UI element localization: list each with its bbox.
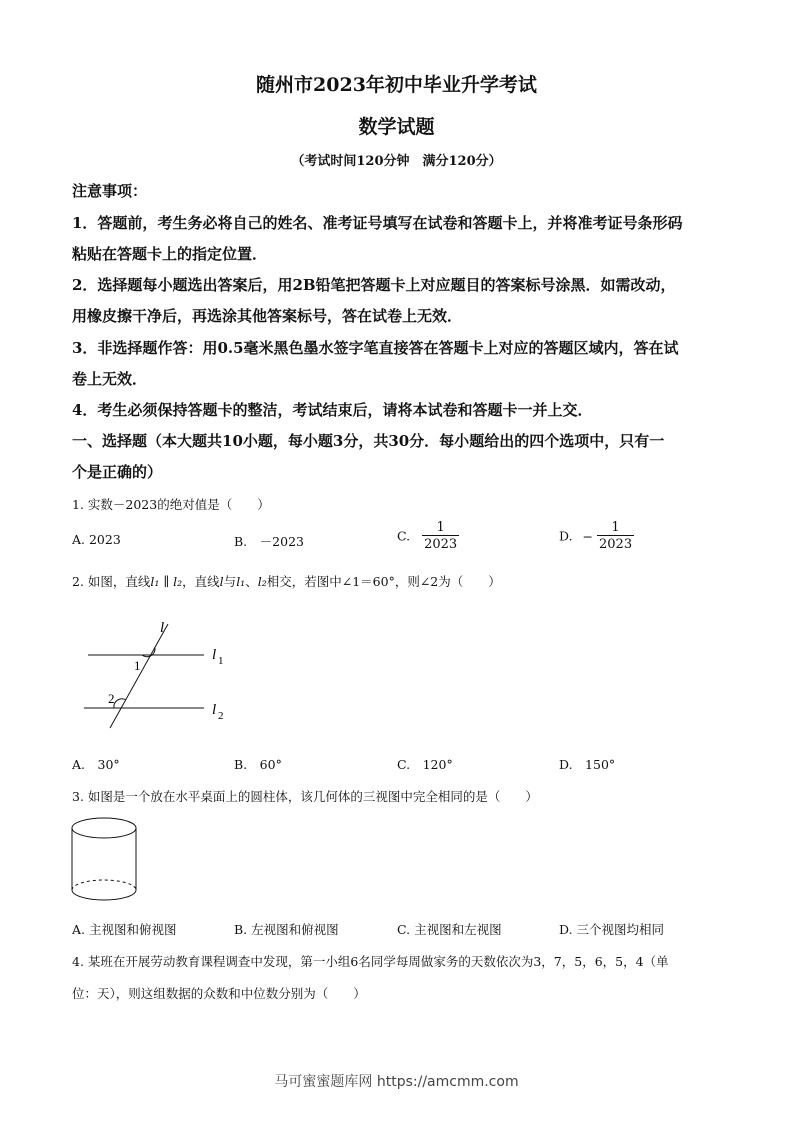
q2-option-d: D. 150°	[559, 757, 616, 772]
note-line: 3．非选择题作答：用0.5毫米黑色墨水签字笔直接答在答题卡上对应的答题区域内，答在试	[72, 339, 679, 357]
note-line: 用橡皮擦干净后，再选涂其他答案标号，答在试卷上无效．	[72, 307, 463, 325]
q1-option-d-label: D.	[559, 528, 573, 544]
q2-stem-part: 、	[245, 574, 258, 589]
q2-option-c: C. 120°	[397, 757, 453, 772]
q3-option-a: A. 主视图和俯视图	[72, 922, 177, 937]
notes-heading: 注意事项：	[72, 182, 148, 200]
q2-line-l: l	[219, 574, 224, 589]
q2-stem-part: 与	[223, 574, 237, 589]
q2-line-l1: l₁	[236, 574, 246, 589]
exam-title: 随州市2023年初中毕业升学考试	[256, 74, 537, 96]
footer-watermark: 马可蜜蜜题库网 https://amcmm.com	[274, 1074, 519, 1090]
label-l: l	[160, 620, 165, 636]
q1-option-a: A. 2023	[72, 532, 121, 547]
q4-stem-cont: 位：天），则这组数据的众数和中位数分别为（ ）	[72, 986, 366, 1001]
q2-parallel-expr: l₁ ∥ l₂	[150, 574, 183, 589]
q1-option-c-label: C.	[397, 528, 411, 544]
fraction-denominator: 2023	[424, 537, 458, 552]
exam-subject: 数学试题	[358, 116, 435, 138]
fraction-numerator: 1	[436, 520, 445, 535]
label-l1: l	[212, 647, 217, 663]
label-l2-sub: 2	[218, 710, 224, 722]
cylinder-top	[72, 818, 136, 838]
q2-stem	[72, 572, 501, 590]
q3-stem: 3. 如图是一个放在水平桌面上的圆柱体，该几何体的三视图中完全相同的是（ ）	[72, 789, 538, 804]
note-line: 2．选择题每小题选出答案后，用2B铅笔把答题卡上对应题目的答案标号涂黑．如需改动，	[72, 276, 676, 294]
q3-option-b: B. 左视图和俯视图	[234, 922, 339, 937]
q1-option-b: B. －2023	[234, 534, 304, 549]
q1-option-d-fraction	[597, 520, 634, 552]
q2-option-b: B. 60°	[234, 757, 282, 772]
cylinder-figure	[68, 812, 148, 904]
cylinder-bottom-back	[72, 880, 136, 890]
q2-option-a: A. 30°	[72, 757, 120, 772]
cylinder-bottom-front	[72, 890, 136, 900]
q1-option-d-sign: −	[582, 528, 594, 544]
fraction-denominator: 2023	[599, 537, 633, 552]
angle1-label: 1	[134, 658, 141, 673]
q3-option-c: C. 主视图和左视图	[397, 922, 502, 937]
note-line: 4．考生必须保持答题卡的整洁，考试结束后，请将本试卷和答题卡一并上交．	[72, 401, 593, 419]
q2-figure	[70, 612, 250, 732]
note-line: 粘贴在答题卡上的指定位置．	[72, 245, 268, 263]
q4-stem: 4. 某班在开展劳动教育课程调查中发现，第一小组6名同学每周做家务的天数依次为3，7，5，6，5，4（单	[72, 954, 669, 969]
q2-line-l2: l₂	[257, 574, 267, 589]
q3-option-d: D. 三个视图均相同	[559, 922, 665, 937]
fraction-numerator: 1	[611, 520, 620, 535]
note-line: 1．答题前，考生务必将自己的姓名、准考证号填写在试卷和答题卡上，并将准考证号条形码	[72, 214, 683, 232]
q1-option-c	[397, 520, 459, 552]
q1-option-c-fraction	[422, 520, 459, 552]
label-l2: l	[212, 702, 217, 718]
q2-stem-part: ，直线	[182, 574, 220, 589]
section-heading: 一、选择题（本大题共10小题，每小题3分，共30分．每小题给出的四个选项中，只有一	[72, 432, 665, 450]
section-heading-cont: 个是正确的）	[72, 463, 163, 481]
q1-option-d	[559, 520, 634, 552]
line-l	[110, 624, 168, 728]
label-l1-sub: 1	[218, 655, 224, 667]
angle2-label: 2	[108, 691, 115, 706]
exam-info: （考试时间120分钟 满分120分）	[291, 154, 502, 169]
q1-stem: 1. 实数－2023的绝对值是（ ）	[72, 497, 270, 512]
note-line: 卷上无效．	[72, 370, 148, 388]
q2-stem-part: 2. 如图，直线	[72, 574, 151, 589]
q2-stem-part: 相交，若图中∠1＝60°，则∠2为（ ）	[266, 574, 501, 589]
